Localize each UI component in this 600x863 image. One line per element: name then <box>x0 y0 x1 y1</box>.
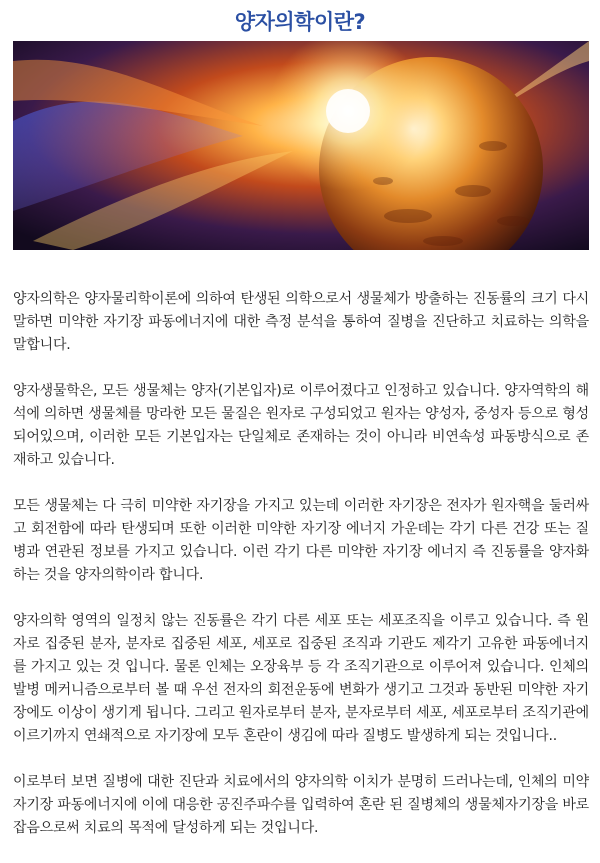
paragraph: 양자생물학은, 모든 생물체는 양자(기본입자)로 이루어졌다고 인정하고 있습니다. 양자역학의 해석에 의하면 생물체를 망라한 모든 물질은 원자로 구성되었고 원자는 양성자, 중성자 등으로 형성 되어있으며, 이러한 모든 기본입자는 단일체로 존재하는 것이 아니라 비연속성 파동방식으로 존재하고 있습니다. <box>13 383 589 468</box>
hero-image <box>13 41 589 250</box>
paragraph: 양자의학 영역의 일정치 않는 진동률은 각기 다른 세포 또는 세포조직을 이루고 있습니다. 즉 원자로 집중된 분자, 분자로 집중된 세포, 세포로 집중된 조직과 기관도 제각기 고유한 파동에너지를 가지고 있는 것 입니다. 물론 인체는 오장육부 등 각 조직기관으로 이루어져 있습니다. 인체의 발병 메커니즘으로부터 볼 때 우선 전자의 회전운동에 변화가 생기고 그것과 동반된 미약한 자기장에도 이상이 생기게 됩니다. 그리고 원자로부터 분자, 분자로부터 세포, 세포로부터 조직기관에 이르기까지 연쇄적으로 자기장에 모두 혼란이 생김에 따라 질병도 발생하게 되는 것입니다.. <box>13 613 589 744</box>
paragraph: 양자의학은 양자물리학이론에 의하여 탄생된 의학으로서 생물체가 방출하는 진동률의 크기 다시 말하면 미약한 자기장 파동에너지에 대한 측정 분석을 통하여 질병을 진단하고 치료하는 의학을 말합니다. <box>13 291 589 353</box>
paragraph: 모든 생물체는 다 극히 미약한 자기장을 가지고 있는데 이러한 자기장은 전자가 원자핵을 둘러싸고 회전함에 따라 탄생되며 또한 이러한 미약한 자기장 에너지 가운데는 각기 다른 건강 또는 질병과 연관된 정보를 가지고 있습니다. 이런 각기 다른 미약한 자기장 에너지 즉 진동률을 양자화하는 것을 양자의학이라 합니다. <box>13 498 589 583</box>
glowing-sun-planet-image <box>13 41 589 250</box>
paragraph: 이로부터 보면 질병에 대한 진단과 치료에서의 양자의학 이치가 분명히 드러나는데, 인체의 미약자기장 파동에너지에 이에 대응한 공진주파수를 입력하여 혼란 된 질병체의 생물체자기장을 바로 잡음으로써 치료의 목적에 달성하게 되는 것입니다. <box>13 774 589 836</box>
page-title: 양자의학이란? <box>234 10 366 34</box>
article-body <box>13 288 589 863</box>
